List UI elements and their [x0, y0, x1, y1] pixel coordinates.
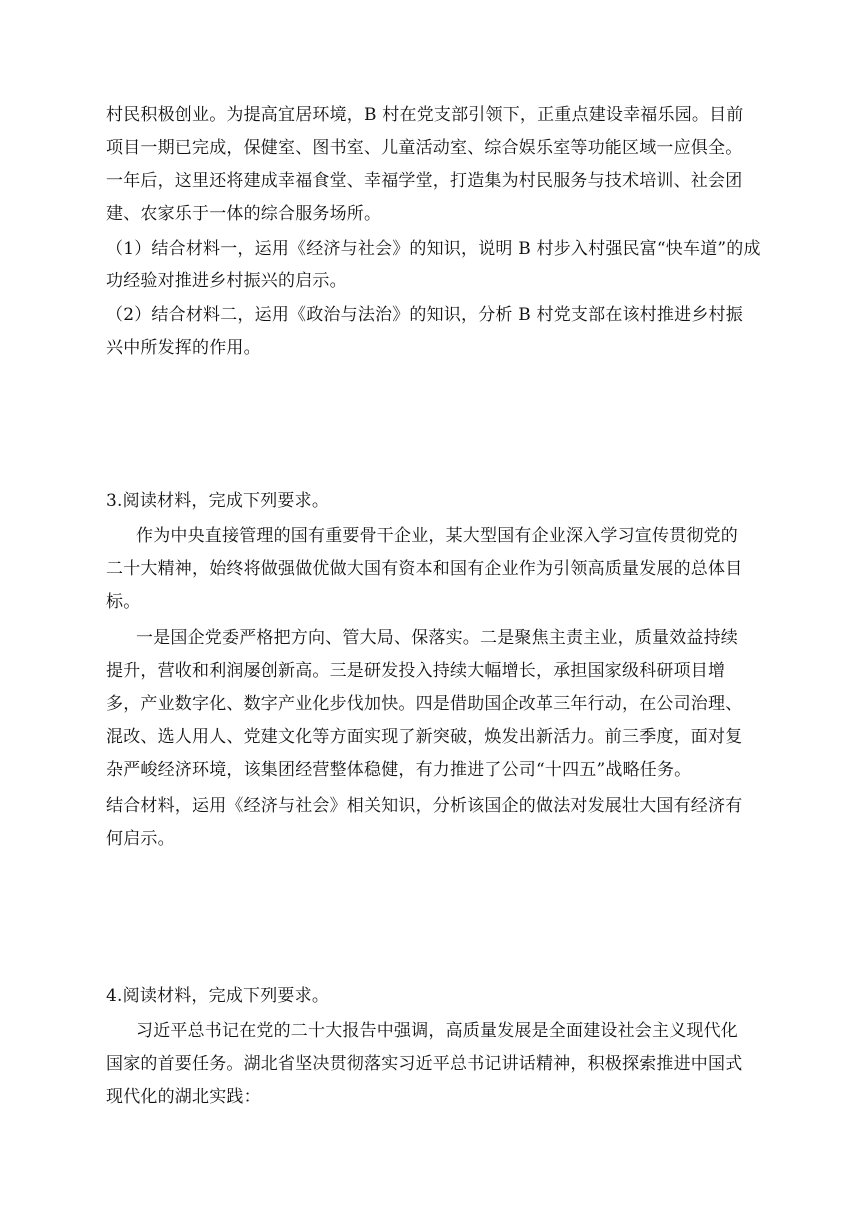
section-3-question-line: 何启示。 — [106, 829, 175, 849]
section-3-paragraph-line: 杂严峻经济环境，该集团经营整体稳健，有力推进了公司“十四五”战略任务。 — [106, 760, 692, 780]
section-3-paragraph-line: 一是国企党委严格把方向、管大局、保落实。二是聚焦主责主业，质量效益持续 — [136, 628, 738, 648]
section-3-question-line: 结合材料，运用《经济与社会》相关知识，分析该国企的做法对发展壮大国有经济有 — [106, 796, 743, 816]
section-3-paragraph-line: 二十大精神，始终将做强做优做大国有资本和国有企业作为引领高质量发展的总体目 — [106, 559, 743, 579]
question-2-line: 兴中所发挥的作用。 — [106, 338, 261, 358]
section-4-paragraph-line: 习近平总书记在党的二十大报告中强调，高质量发展是全面建设社会主义现代化 — [136, 1021, 738, 1041]
material-line: 一年后，这里还将建成幸福食堂、幸福学堂，打造集为村民服务与技术培训、社会团 — [106, 171, 743, 191]
question-1-line: （1）结合材料一，运用《经济与社会》的知识，说明 B 村步入村强民富“快车道”的成 — [106, 239, 761, 259]
section-4-paragraph-line: 国家的首要任务。湖北省坚决贯彻落实习近平总书记讲话精神，积极探索推进中国式 — [106, 1054, 743, 1074]
section-3-paragraph-line: 混改、选人用人、党建文化等方面实现了新突破，焕发出新活力。前三季度，面对复 — [106, 727, 743, 747]
question-1-line: 功经验对推进乡村振兴的启示。 — [106, 271, 347, 291]
section-4-paragraph-line: 现代化的湖北实践： — [106, 1087, 261, 1107]
section-3-heading: 3.阅读材料，完成下列要求。 — [106, 491, 330, 511]
section-3-paragraph-line: 标。 — [106, 592, 141, 612]
section-3-paragraph-line: 多，产业数字化、数字产业化步伐加快。四是借助国企改革三年行动，在公司治理、 — [106, 694, 743, 714]
material-line: 村民积极创业。为提高宜居环境，B 村在党支部引领下，正重点建设幸福乐园。目前 — [106, 105, 744, 125]
section-3-paragraph-line: 作为中央直接管理的国有重要骨干企业，某大型国有企业深入学习宣传贯彻党的 — [136, 526, 738, 546]
section-3-paragraph-line: 提升，营收和利润屡创新高。三是研发投入持续大幅增长，承担国家级科研项目增 — [106, 661, 726, 681]
question-2-line: （2）结合材料二，运用《政治与法治》的知识，分析 B 村党支部在该村推进乡村振 — [106, 305, 743, 325]
material-line: 建、农家乐于一体的综合服务场所。 — [106, 204, 382, 224]
material-line: 项目一期已完成，保健室、图书室、儿童活动室、综合娱乐室等功能区域一应俱全。 — [106, 138, 743, 158]
section-4-heading: 4.阅读材料，完成下列要求。 — [106, 986, 330, 1006]
